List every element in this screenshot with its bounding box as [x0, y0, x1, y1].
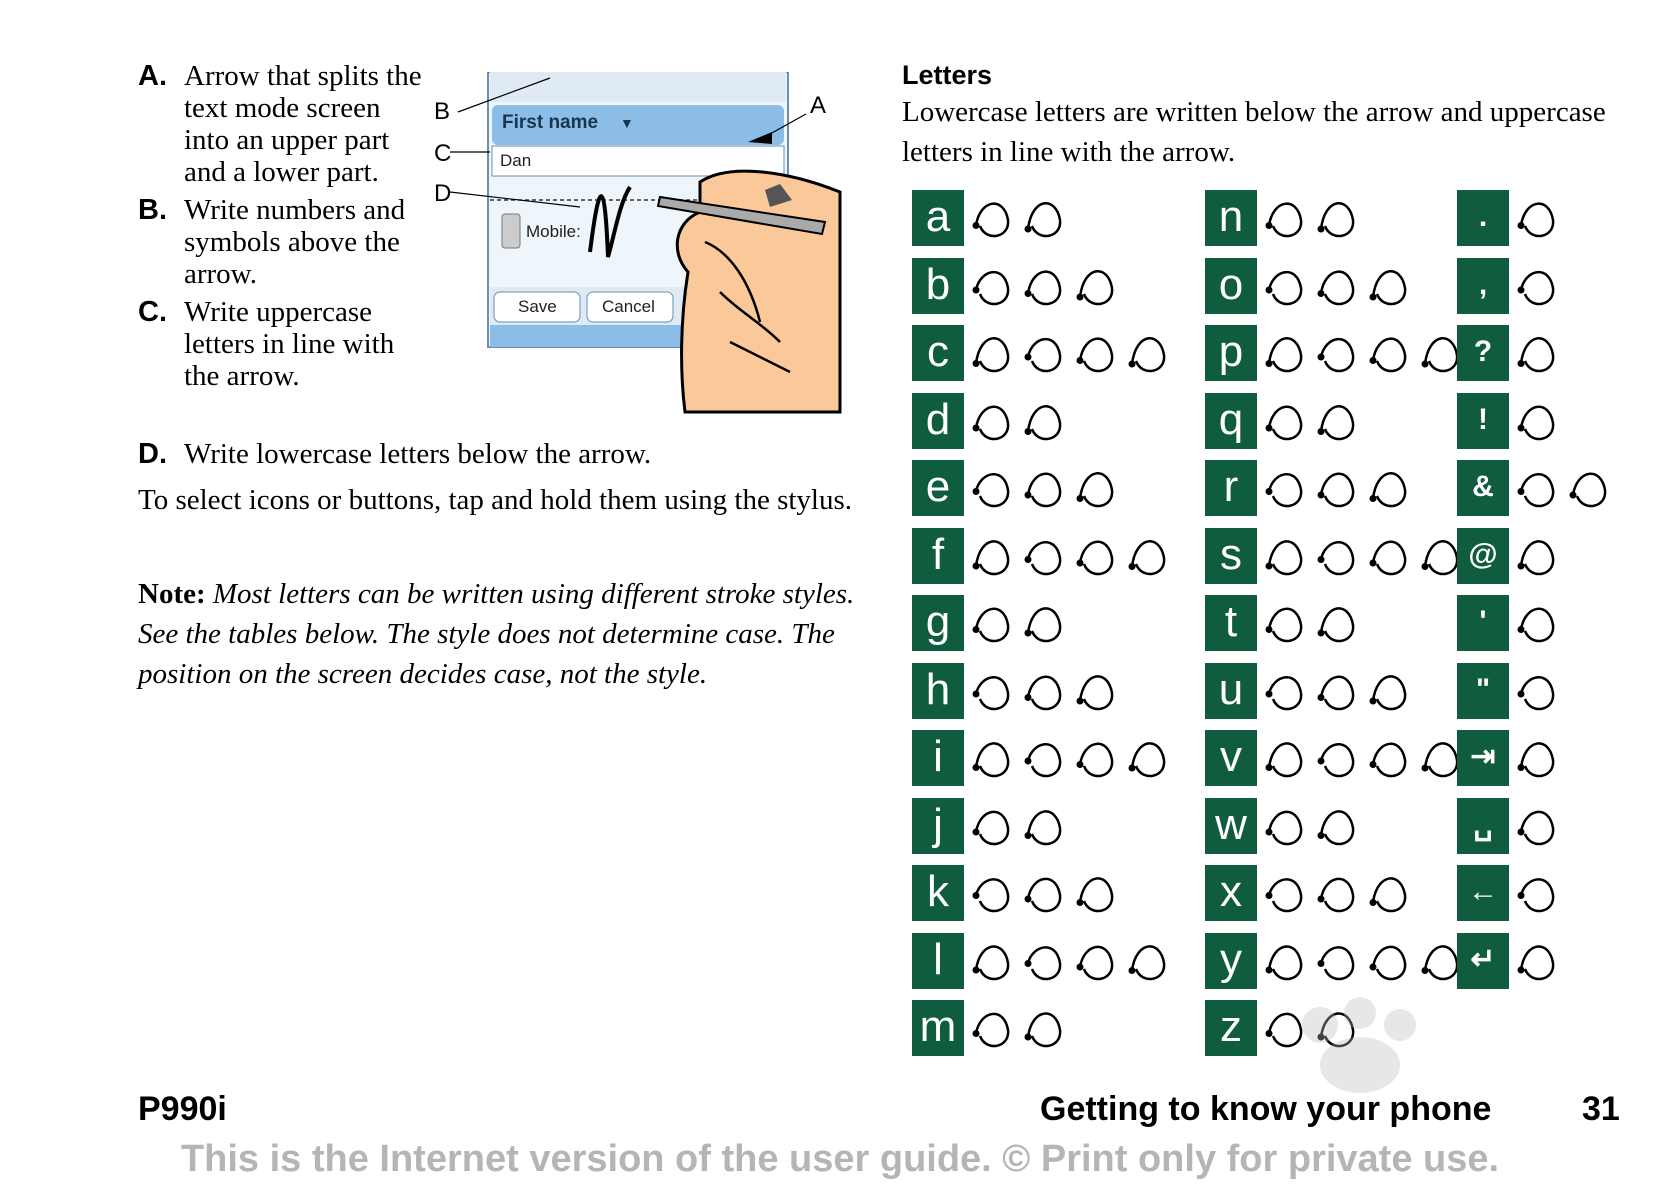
definition-letter: B. [138, 194, 167, 226]
symbol-key: ! [1457, 393, 1509, 449]
stroke-style-examples [1515, 730, 1567, 790]
definition-text: Write uppercase letters in line with the arrow. [184, 296, 395, 392]
definition-letter: C. [138, 296, 167, 328]
definition-text: Arrow that splits the text mode screen into an upper part and a lower part. [184, 60, 422, 188]
symbol-key: @ [1457, 528, 1509, 584]
mobile-label: Mobile: [526, 222, 581, 241]
letter-key: b [912, 258, 964, 314]
stroke-style-examples [970, 933, 1178, 993]
letter-key: d [912, 393, 964, 449]
stroke-style-examples [1515, 258, 1567, 318]
letter-key: q [1205, 393, 1257, 449]
save-button[interactable]: Save [518, 297, 557, 316]
letter-key: x [1205, 865, 1257, 921]
letter-key: f [912, 528, 964, 584]
symbol-key: & [1457, 460, 1509, 516]
callout-a: A [810, 92, 827, 119]
symbol-key: , [1457, 258, 1509, 314]
note-text: Most letters can be written using different stroke styles. See the tables below. The style does not determine case. The position on the screen decides case, not the style. [138, 578, 855, 690]
stroke-style-examples [1263, 730, 1471, 790]
letter-key: j [912, 798, 964, 854]
footer-chapter: Getting to know your phone [1040, 1090, 1492, 1128]
stroke-style-examples [970, 460, 1126, 520]
stroke-style-examples [970, 258, 1126, 318]
letter-key: a [912, 190, 964, 246]
stroke-style-examples [1263, 528, 1471, 588]
letter-key: p [1205, 325, 1257, 381]
note-label: Note: [138, 578, 206, 610]
stroke-style-examples [1515, 663, 1567, 723]
definition-text: Write lowercase letters below the arrow. [184, 438, 652, 470]
note-paragraph [138, 574, 858, 694]
stroke-style-examples [970, 190, 1074, 250]
first-name-label[interactable]: First name [502, 112, 599, 133]
page-number: 31 [1582, 1090, 1620, 1128]
stroke-style-examples [1263, 190, 1367, 250]
stroke-style-examples [970, 595, 1074, 655]
stroke-style-examples [1263, 933, 1471, 993]
stroke-style-examples [970, 865, 1126, 925]
definition-b [138, 194, 428, 290]
symbol-key: . [1457, 190, 1509, 246]
select-instructions: To select icons or buttons, tap and hold them using the stylus. [138, 484, 853, 516]
stroke-style-examples [970, 528, 1178, 588]
letter-key: o [1205, 258, 1257, 314]
symbol-key: ' [1457, 595, 1509, 651]
tab-icon: ⇥ [1457, 730, 1509, 786]
stroke-style-examples [970, 798, 1074, 858]
stroke-style-examples [1515, 865, 1567, 925]
letter-key: n [1205, 190, 1257, 246]
symbol-key: ? [1457, 325, 1509, 381]
stroke-style-examples [970, 730, 1178, 790]
definitions-list [138, 60, 428, 398]
first-name-value[interactable]: Dan [500, 151, 532, 170]
stroke-style-examples [970, 663, 1126, 723]
definition-letter: D. [138, 438, 167, 470]
letter-key: r [1205, 460, 1257, 516]
letters-title: Letters [902, 60, 993, 90]
letter-key: t [1205, 595, 1257, 651]
phone-screen-graphic [430, 72, 850, 422]
stroke-style-examples [970, 393, 1074, 453]
stroke-style-examples [1263, 865, 1419, 925]
callout-d: D [434, 180, 452, 207]
disclaimer: This is the Internet version of the user guide. © Print only for private use. [180, 1138, 1500, 1180]
letter-key: c [912, 325, 964, 381]
backspace-icon: ← [1457, 865, 1509, 921]
letter-key: w [1205, 798, 1257, 854]
stroke-style-examples [1263, 393, 1367, 453]
chevron-down-icon: ▼ [620, 115, 634, 131]
letters-description: Lowercase letters are written below the arrow and uppercase letters in line with the arrow. [902, 96, 1606, 168]
phone-illustration [430, 72, 850, 422]
stroke-style-examples [1515, 393, 1567, 453]
cancel-button[interactable]: Cancel [602, 297, 655, 316]
definition-a [138, 60, 428, 188]
stroke-style-examples [970, 1000, 1074, 1060]
letter-key: s [1205, 528, 1257, 584]
definition-d [138, 438, 884, 470]
definition-c [138, 296, 428, 392]
letter-key: h [912, 663, 964, 719]
stroke-style-examples [1263, 258, 1419, 318]
callout-b: B [434, 98, 451, 125]
letter-key: z [1205, 1000, 1257, 1056]
stroke-style-examples [1515, 190, 1567, 250]
stroke-style-examples [1515, 528, 1567, 588]
stroke-style-examples [1515, 460, 1619, 520]
letter-key: m [912, 1000, 964, 1056]
stroke-style-examples [1515, 595, 1567, 655]
letter-key: g [912, 595, 964, 651]
stroke-style-examples [1263, 325, 1471, 385]
letter-key: u [1205, 663, 1257, 719]
stroke-style-examples [1515, 325, 1567, 385]
letter-key: i [912, 730, 964, 786]
stroke-style-examples [1515, 933, 1567, 993]
stroke-style-examples [1263, 595, 1367, 655]
stroke-style-examples [1263, 460, 1419, 520]
letter-key: y [1205, 933, 1257, 989]
space-icon: ␣ [1457, 798, 1509, 854]
callout-c: C [434, 140, 452, 167]
letter-key: k [912, 865, 964, 921]
watermark-logo [1200, 985, 1600, 1105]
enter-icon: ↵ [1457, 933, 1509, 989]
footer-model: P990i [138, 1090, 227, 1128]
letter-key: e [912, 460, 964, 516]
letter-key: v [1205, 730, 1257, 786]
stroke-style-examples [1263, 663, 1419, 723]
letter-key: l [912, 933, 964, 989]
stroke-style-examples [970, 325, 1178, 385]
symbol-key: " [1457, 663, 1509, 719]
definition-letter: A. [138, 60, 167, 92]
definition-text: Write numbers and symbols above the arrow. [184, 194, 406, 290]
stroke-style-examples [1515, 798, 1567, 858]
stroke-style-examples [1263, 798, 1367, 858]
